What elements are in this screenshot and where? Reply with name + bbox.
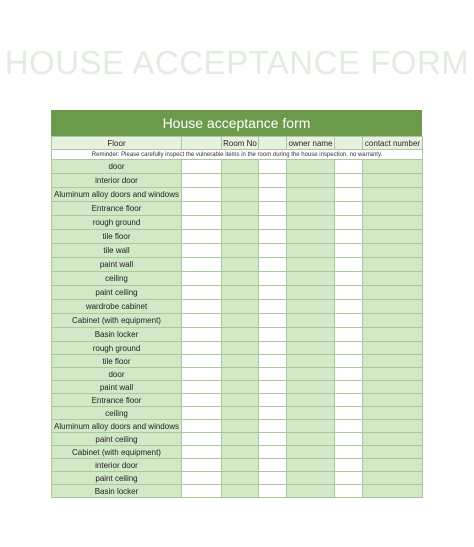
input-cell[interactable] (222, 368, 259, 381)
item-label: door (52, 368, 182, 381)
input-cell[interactable] (335, 472, 363, 485)
input-cell[interactable] (335, 244, 363, 258)
table-row (52, 485, 423, 498)
input-cell[interactable] (259, 446, 287, 459)
table-row (52, 314, 423, 328)
watermark-title: HOUSE ACCEPTANCE FORM (4, 44, 470, 81)
input-cell[interactable] (287, 328, 335, 342)
input-cell[interactable] (287, 286, 335, 300)
input-cell[interactable] (182, 328, 222, 342)
input-cell[interactable] (363, 355, 423, 368)
input-cell[interactable] (222, 202, 259, 216)
input-cell[interactable] (222, 485, 259, 498)
input-cell[interactable] (182, 459, 222, 472)
table-row (52, 368, 423, 381)
table-row (52, 328, 423, 342)
input-cell[interactable] (259, 174, 287, 188)
input-cell[interactable] (335, 188, 363, 202)
item-label: Basin locker (52, 485, 182, 498)
input-cell[interactable] (182, 160, 222, 174)
input-cell[interactable] (287, 314, 335, 328)
input-cell[interactable] (287, 202, 335, 216)
input-cell[interactable] (287, 368, 335, 381)
input-cell[interactable] (182, 258, 222, 272)
input-cell[interactable] (335, 230, 363, 244)
header-blank-1 (182, 137, 222, 150)
table-row (52, 342, 423, 355)
input-cell[interactable] (222, 160, 259, 174)
input-cell[interactable] (182, 433, 222, 446)
input-cell[interactable] (182, 394, 222, 407)
input-cell[interactable] (335, 174, 363, 188)
item-label: door (52, 160, 182, 174)
table-row (52, 160, 423, 174)
item-label: Cabinet (with equipment) (52, 446, 182, 459)
table-row (52, 230, 423, 244)
acceptance-form (51, 110, 422, 498)
table-row (52, 472, 423, 485)
input-cell[interactable] (259, 188, 287, 202)
input-cell[interactable] (287, 420, 335, 433)
input-cell[interactable] (335, 394, 363, 407)
input-cell[interactable] (335, 368, 363, 381)
table-row (52, 286, 423, 300)
input-cell[interactable] (182, 342, 222, 355)
input-cell[interactable] (182, 174, 222, 188)
input-cell[interactable] (259, 407, 287, 420)
input-cell[interactable] (222, 188, 259, 202)
item-label: rough ground (52, 342, 182, 355)
input-cell[interactable] (182, 381, 222, 394)
table-row (52, 381, 423, 394)
input-cell[interactable] (363, 342, 423, 355)
input-cell[interactable] (335, 485, 363, 498)
input-cell[interactable] (335, 342, 363, 355)
input-cell[interactable] (182, 272, 222, 286)
input-cell[interactable] (222, 174, 259, 188)
input-cell[interactable] (363, 272, 423, 286)
table-row (52, 300, 423, 314)
input-cell[interactable] (287, 258, 335, 272)
input-cell[interactable] (287, 272, 335, 286)
input-cell[interactable] (222, 342, 259, 355)
input-cell[interactable] (287, 342, 335, 355)
table-row (52, 433, 423, 446)
input-cell[interactable] (287, 300, 335, 314)
input-cell[interactable] (287, 174, 335, 188)
item-label: Basin locker (52, 328, 182, 342)
input-cell[interactable] (259, 381, 287, 394)
input-cell[interactable] (335, 286, 363, 300)
input-cell[interactable] (222, 381, 259, 394)
item-label: tile floor (52, 355, 182, 368)
input-cell[interactable] (259, 314, 287, 328)
input-cell[interactable] (222, 230, 259, 244)
input-cell[interactable] (222, 216, 259, 230)
table-row (52, 202, 423, 216)
item-rows (52, 160, 423, 498)
item-label: Aluminum alloy doors and windows (52, 420, 182, 433)
input-cell[interactable] (287, 446, 335, 459)
item-label: rough ground (52, 216, 182, 230)
input-cell[interactable] (222, 286, 259, 300)
table-row (52, 420, 423, 433)
input-cell[interactable] (335, 160, 363, 174)
input-cell[interactable] (259, 272, 287, 286)
input-cell[interactable] (363, 160, 423, 174)
input-cell[interactable] (259, 433, 287, 446)
input-cell[interactable] (222, 394, 259, 407)
item-label: paint ceiling (52, 433, 182, 446)
input-cell[interactable] (182, 314, 222, 328)
input-cell[interactable] (182, 407, 222, 420)
input-cell[interactable] (182, 368, 222, 381)
input-cell[interactable] (259, 160, 287, 174)
header-owner-name: owner name (288, 138, 333, 148)
input-cell[interactable] (182, 216, 222, 230)
input-cell[interactable] (363, 286, 423, 300)
input-cell[interactable] (363, 394, 423, 407)
input-cell[interactable] (335, 314, 363, 328)
input-cell[interactable] (335, 459, 363, 472)
input-cell[interactable] (259, 342, 287, 355)
input-cell[interactable] (182, 230, 222, 244)
input-cell[interactable] (182, 202, 222, 216)
table-row (52, 258, 423, 272)
input-cell[interactable] (363, 381, 423, 394)
input-cell[interactable] (335, 446, 363, 459)
header-contact-number: contact number (363, 137, 423, 150)
input-cell[interactable] (222, 446, 259, 459)
input-cell[interactable] (259, 368, 287, 381)
input-cell[interactable] (287, 230, 335, 244)
input-cell[interactable] (222, 328, 259, 342)
input-cell[interactable] (335, 355, 363, 368)
input-cell[interactable] (222, 420, 259, 433)
header-blank-3 (335, 137, 363, 150)
input-cell[interactable] (335, 300, 363, 314)
input-cell[interactable] (363, 300, 423, 314)
input-cell[interactable] (363, 174, 423, 188)
input-cell[interactable] (182, 472, 222, 485)
table-row (52, 174, 423, 188)
input-cell[interactable] (335, 328, 363, 342)
input-cell[interactable] (259, 459, 287, 472)
table-row (52, 459, 423, 472)
input-cell[interactable] (287, 381, 335, 394)
input-cell[interactable] (287, 472, 335, 485)
table-row (52, 355, 423, 368)
input-cell[interactable] (259, 258, 287, 272)
input-cell[interactable] (335, 381, 363, 394)
input-cell[interactable] (182, 188, 222, 202)
input-cell[interactable] (222, 258, 259, 272)
table-row (52, 394, 423, 407)
item-label: paint wall (52, 258, 182, 272)
input-cell[interactable] (222, 407, 259, 420)
input-cell[interactable] (222, 472, 259, 485)
input-cell[interactable] (259, 286, 287, 300)
table-row (52, 407, 423, 420)
input-cell[interactable] (363, 230, 423, 244)
input-cell[interactable] (287, 485, 335, 498)
table-row (52, 188, 423, 202)
input-cell[interactable] (363, 328, 423, 342)
item-label: paint ceiling (52, 472, 182, 485)
input-cell[interactable] (363, 446, 423, 459)
header-blank-2 (259, 137, 287, 150)
input-cell[interactable] (182, 300, 222, 314)
input-cell[interactable] (363, 202, 423, 216)
input-cell[interactable] (363, 258, 423, 272)
input-cell[interactable] (182, 446, 222, 459)
table-row (52, 216, 423, 230)
input-cell[interactable] (259, 216, 287, 230)
input-cell[interactable] (287, 244, 335, 258)
input-cell[interactable] (335, 202, 363, 216)
input-cell[interactable] (287, 160, 335, 174)
input-cell[interactable] (222, 244, 259, 258)
input-cell[interactable] (259, 420, 287, 433)
input-cell[interactable] (259, 230, 287, 244)
input-cell[interactable] (259, 202, 287, 216)
item-label: wardrobe cabinet (52, 300, 182, 314)
item-label: ceiling (52, 272, 182, 286)
input-cell[interactable] (363, 314, 423, 328)
item-label: Entrance floor (52, 394, 182, 407)
input-cell[interactable] (287, 407, 335, 420)
item-label: interior door (52, 174, 182, 188)
input-cell[interactable] (287, 433, 335, 446)
reminder-text: Reminder: Please carefully inspect the vulnerable items in the room during the house inspection, no warranty. (52, 150, 423, 160)
input-cell[interactable] (259, 328, 287, 342)
input-cell[interactable] (363, 244, 423, 258)
table-row (52, 272, 423, 286)
item-label: tile wall (52, 244, 182, 258)
input-cell[interactable] (335, 216, 363, 230)
input-cell[interactable] (363, 459, 423, 472)
input-cell[interactable] (222, 459, 259, 472)
input-cell[interactable] (335, 420, 363, 433)
input-cell[interactable] (259, 244, 287, 258)
header-row (52, 137, 423, 150)
input-cell[interactable] (259, 355, 287, 368)
input-cell[interactable] (182, 420, 222, 433)
item-label: tile floor (52, 230, 182, 244)
acceptance-table (51, 136, 423, 498)
table-row (52, 244, 423, 258)
input-cell[interactable] (287, 216, 335, 230)
input-cell[interactable] (363, 485, 423, 498)
input-cell[interactable] (222, 355, 259, 368)
input-cell[interactable] (222, 300, 259, 314)
item-label: interior door (52, 459, 182, 472)
input-cell[interactable] (259, 485, 287, 498)
input-cell[interactable] (363, 188, 423, 202)
input-cell[interactable] (287, 188, 335, 202)
item-label: Cabinet (with equipment) (52, 314, 182, 328)
input-cell[interactable] (335, 407, 363, 420)
input-cell[interactable] (222, 272, 259, 286)
item-label: Aluminum alloy doors and windows (52, 188, 182, 202)
item-label: ceiling (52, 407, 182, 420)
input-cell[interactable] (287, 459, 335, 472)
reminder-row (52, 150, 423, 160)
input-cell[interactable] (222, 314, 259, 328)
item-label: Entrance floor (52, 202, 182, 216)
input-cell[interactable] (259, 394, 287, 407)
header-room-no: Room No (223, 138, 257, 148)
input-cell[interactable] (363, 433, 423, 446)
input-cell[interactable] (287, 394, 335, 407)
item-label: paint wall (52, 381, 182, 394)
item-label: paint ceiling (52, 286, 182, 300)
input-cell[interactable] (259, 472, 287, 485)
input-cell[interactable] (182, 244, 222, 258)
input-cell[interactable] (363, 407, 423, 420)
input-cell[interactable] (182, 286, 222, 300)
input-cell[interactable] (259, 300, 287, 314)
input-cell[interactable] (182, 355, 222, 368)
input-cell[interactable] (363, 472, 423, 485)
input-cell[interactable] (363, 216, 423, 230)
input-cell[interactable] (222, 433, 259, 446)
input-cell[interactable] (335, 272, 363, 286)
input-cell[interactable] (335, 433, 363, 446)
form-title: House acceptance form (51, 110, 422, 136)
input-cell[interactable] (363, 420, 423, 433)
input-cell[interactable] (287, 355, 335, 368)
input-cell[interactable] (335, 258, 363, 272)
input-cell[interactable] (182, 485, 222, 498)
table-row (52, 446, 423, 459)
input-cell[interactable] (363, 368, 423, 381)
header-floor: Floor (52, 137, 182, 150)
